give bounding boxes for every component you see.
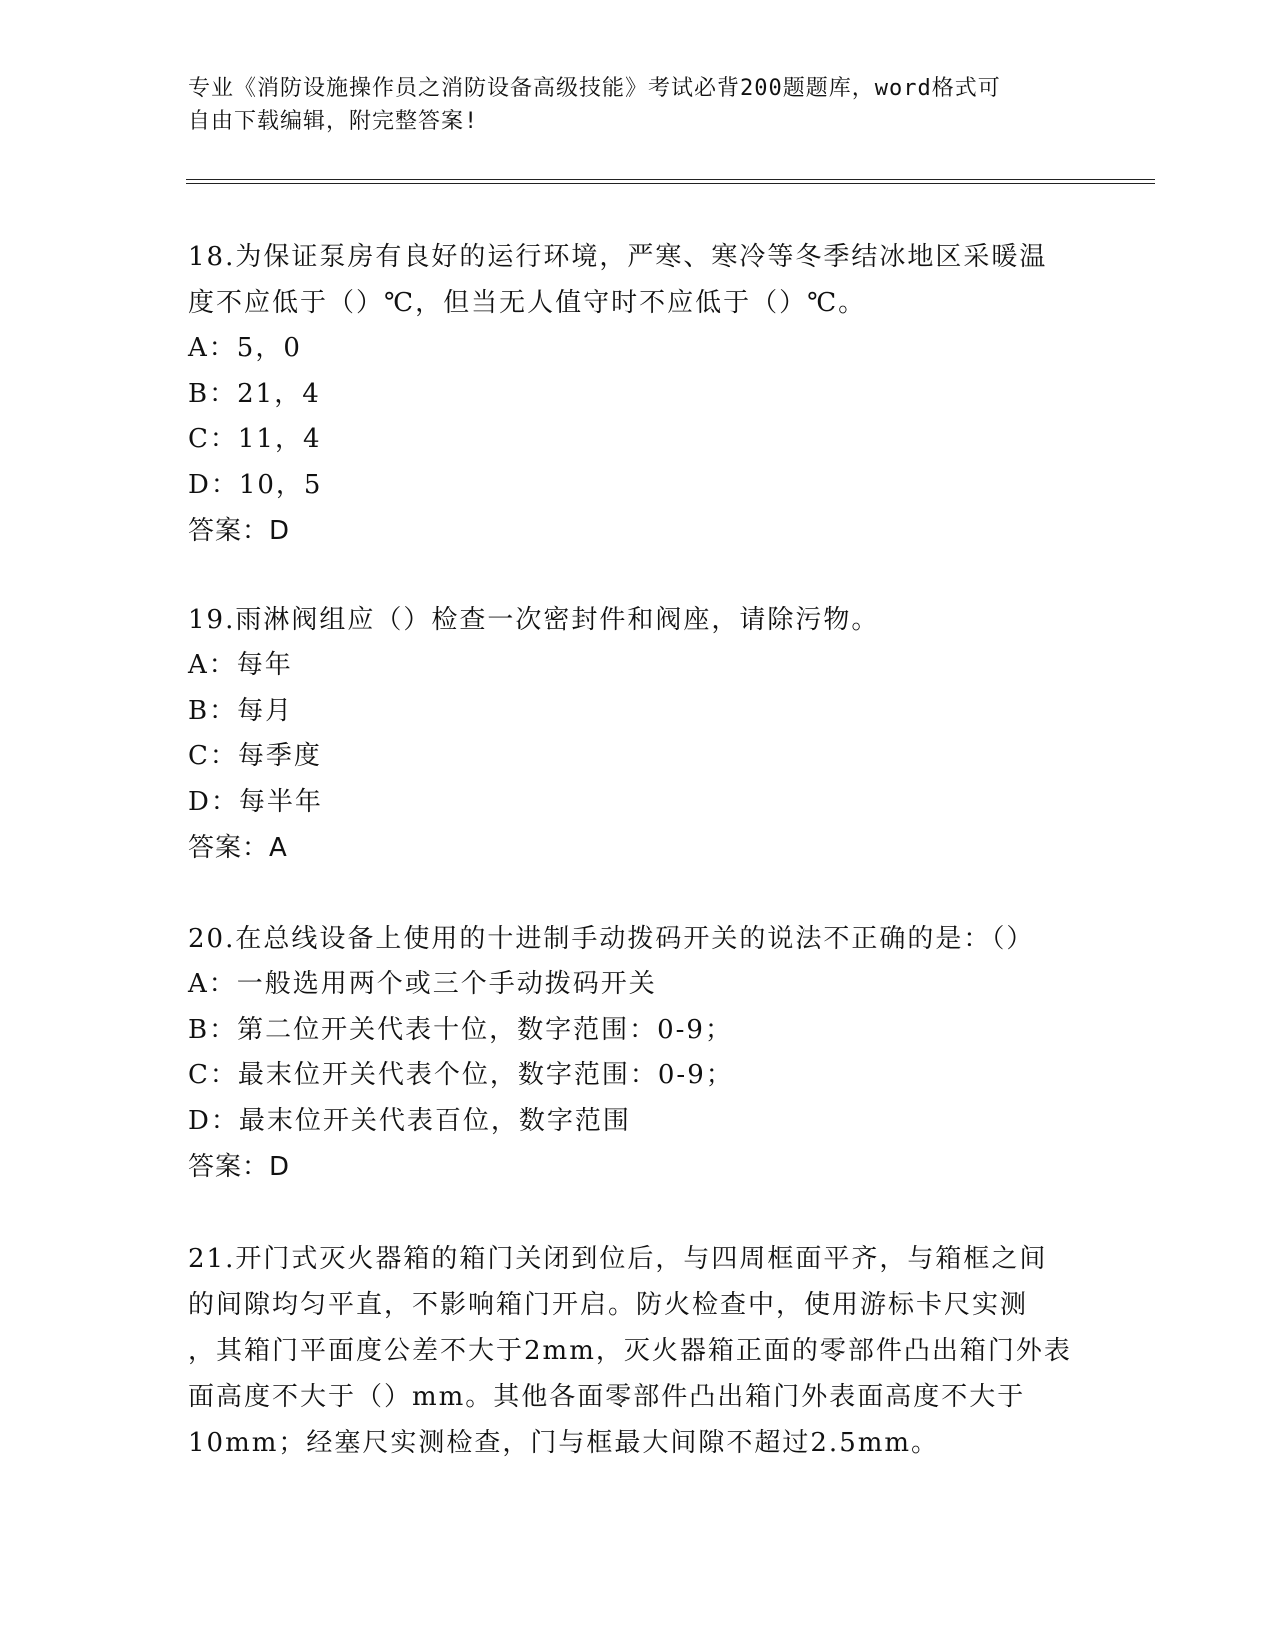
stem-line: 面高度不大于（）mm。其他各面零部件凸出箱门外表面高度不大于: [188, 1382, 1026, 1412]
stem-line: 的间隙均匀平直，不影响箱门开启。防火检查中，使用游标卡尺实测: [188, 1290, 1029, 1320]
option-c: C：11，4: [188, 424, 322, 454]
answer: 答案：D: [188, 1152, 291, 1182]
question-19: [188, 597, 1088, 871]
header-line-1: 专业《消防设施操作员之消防设备高级技能》考试必背200题题库，word格式可: [188, 76, 1001, 101]
question-21: [188, 1236, 1088, 1466]
stem-line: 19.雨淋阀组应（）检查一次密封件和阀座，请除污物。: [188, 605, 880, 635]
option-d: D：最末位开关代表百位，数字范围: [188, 1105, 631, 1136]
stem-line: 度不应低于（）℃，但当无人值守时不应低于（）℃。: [188, 288, 867, 318]
stem-line: 20.在总线设备上使用的十进制手动拨码开关的说法不正确的是：（）: [188, 924, 1035, 954]
answer: 答案：D: [188, 516, 291, 546]
option-a: A：一般选用两个或三个手动拨码开关: [188, 969, 657, 999]
option-c: C：最末位开关代表个位，数字范围：0-9；: [188, 1060, 734, 1090]
option-b: B：每月: [188, 695, 294, 726]
question-18: [188, 234, 1088, 554]
stem-line: 18.为保证泵房有良好的运行环境，严寒、寒冷等冬季结冰地区采暖温: [188, 242, 1048, 272]
header-divider-bottom: [186, 183, 1155, 184]
question-stem: [188, 597, 1088, 643]
question-stem: [188, 234, 1088, 326]
option-d: D：每半年: [188, 786, 323, 817]
stem-line: ，其箱门平面度公差不大于2mm，灭火器箱正面的零部件凸出箱门外表: [188, 1336, 1072, 1366]
option-a: A：5，0: [188, 333, 302, 363]
option-b: B：第二位开关代表十位，数字范围：0-9；: [188, 1014, 733, 1045]
stem-line: 10mm；经塞尺实测检查，门与框最大间隙不超过2.5mm。: [188, 1428, 940, 1458]
option-d: D：10，5: [188, 469, 323, 500]
answer: 答案：A: [188, 833, 288, 863]
question-stem: [188, 1236, 1088, 1466]
document-header: [188, 72, 1088, 138]
option-b: B：21，4: [188, 378, 321, 409]
question-stem: [188, 916, 1088, 962]
question-20: [188, 916, 1088, 1190]
stem-line: 21.开门式灭火器箱的箱门关闭到位后，与四周框面平齐，与箱框之间: [188, 1244, 1048, 1274]
option-a: A：每年: [188, 650, 293, 680]
option-c: C：每季度: [188, 741, 322, 771]
header-divider-top: [186, 179, 1155, 180]
header-line-2: 自由下载编辑，附完整答案!: [188, 109, 479, 134]
